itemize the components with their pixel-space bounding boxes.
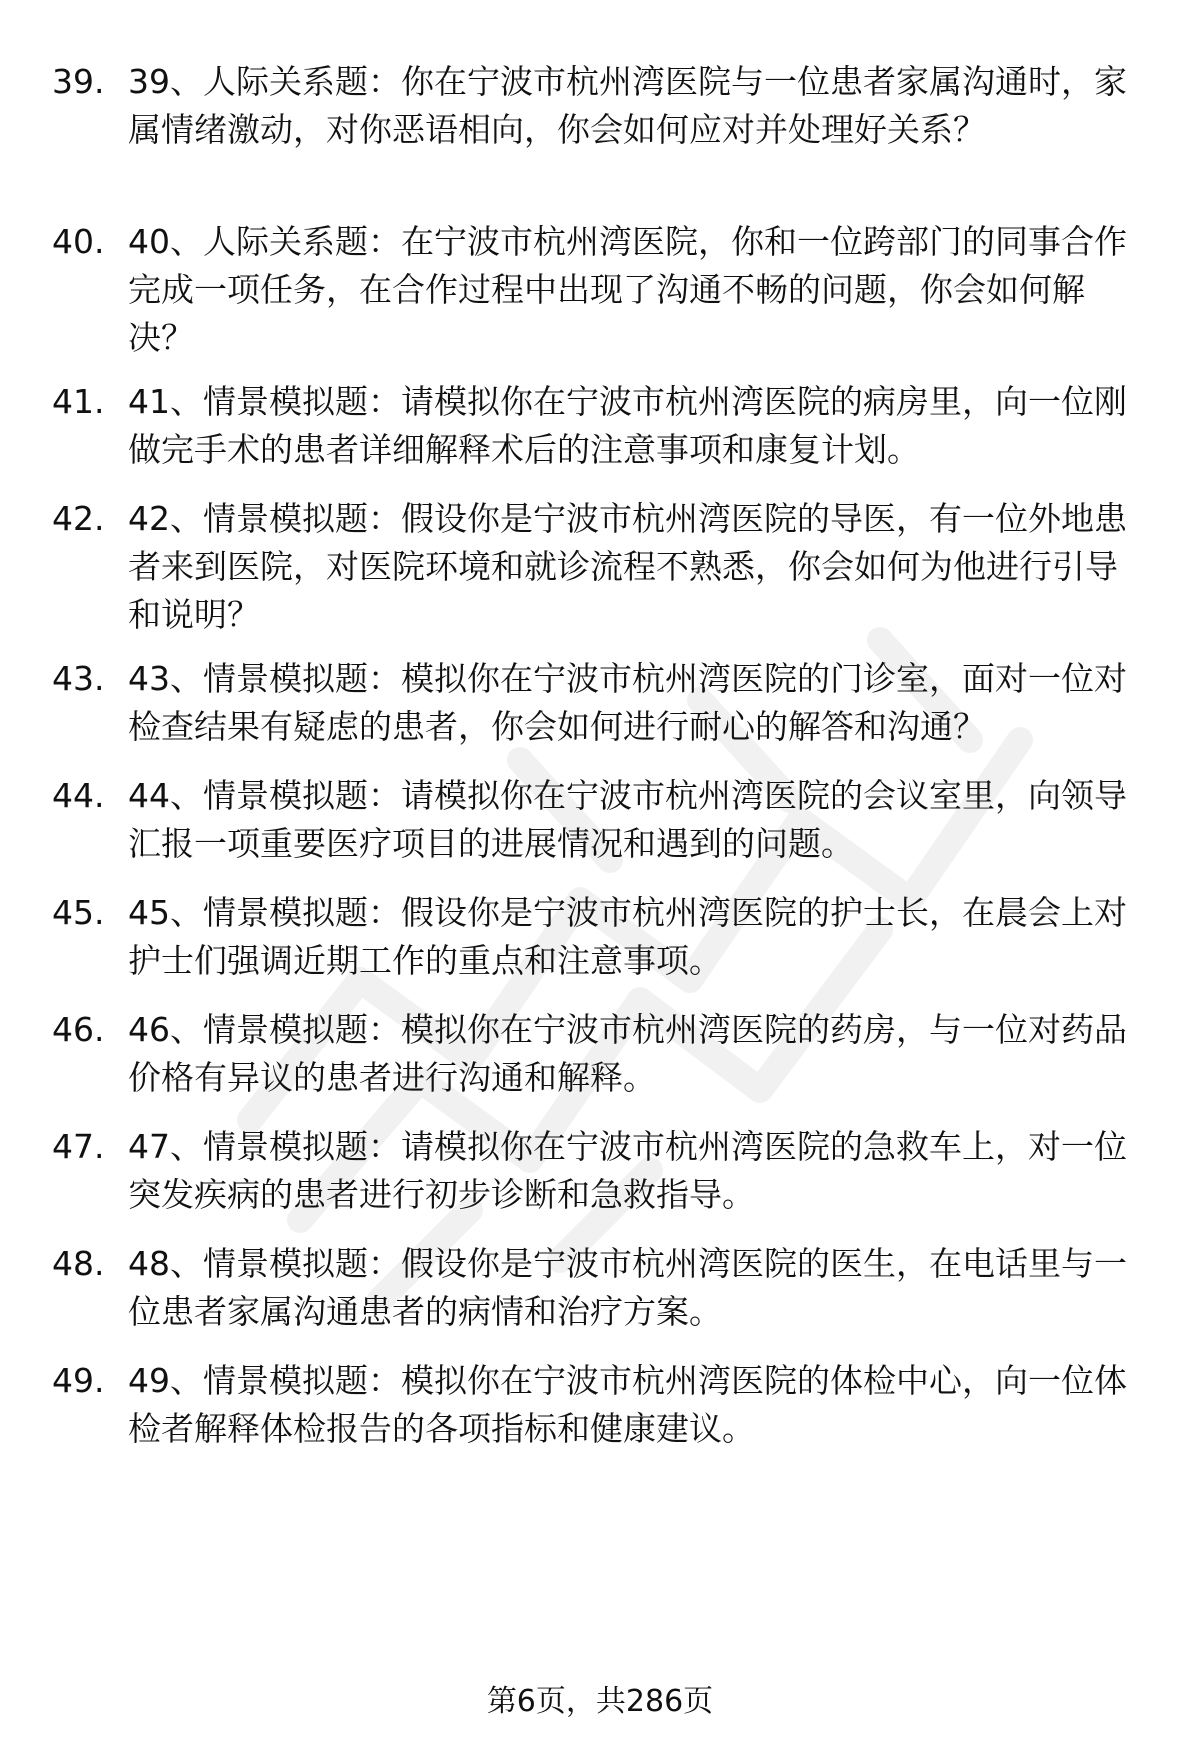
question-text: 43、情景模拟题：模拟你在宁波市杭州湾医院的门诊室，面对一位对检查结果有疑虑的患者，你会如何进行耐心的解答和沟通？ [128,659,1127,746]
question-text: 49、情景模拟题：模拟你在宁波市杭州湾医院的体检中心，向一位体检者解释体检报告的各项指标和健康建议。 [128,1361,1127,1448]
question-number: 39. [52,62,105,101]
question-text: 45、情景模拟题：假设你是宁波市杭州湾医院的护士长，在晨会上对护士们强调近期工作的重点和注意事项。 [128,893,1127,980]
question-number: 48. [52,1244,105,1283]
question-text: 48、情景模拟题：假设你是宁波市杭州湾医院的医生，在电话里与一位患者家属沟通患者的病情和治疗方案。 [128,1244,1127,1331]
question-number: 40. [52,222,105,261]
question-text: 47、情景模拟题：请模拟你在宁波市杭州湾医院的急救车上，对一位突发疾病的患者进行初步诊断和急救指导。 [128,1127,1127,1214]
page-footer: 第6页，共286页 [486,1684,714,1719]
question-text: 44、情景模拟题：请模拟你在宁波市杭州湾医院的会议室里，向领导汇报一项重要医疗项目的进展情况和遇到的问题。 [128,776,1127,863]
question-text: 39、人际关系题：你在宁波市杭州湾医院与一位患者家属沟通时，家属情绪激动，对你恶语相向，你会如何应对并处理好关系？ [128,62,1127,149]
question-number: 45. [52,893,105,932]
question-number: 41. [52,382,105,421]
question-text: 46、情景模拟题：模拟你在宁波市杭州湾医院的药房，与一位对药品价格有异议的患者进行沟通和解释。 [128,1010,1127,1097]
question-number: 44. [52,776,105,815]
question-number: 42. [52,499,105,538]
question-number: 47. [52,1127,105,1166]
question-number: 49. [52,1361,105,1400]
question-text: 40、人际关系题：在宁波市杭州湾医院，你和一位跨部门的同事合作完成一项任务，在合作过程中出现了沟通不畅的问题，你会如何解决？ [128,222,1127,357]
question-text: 42、情景模拟题：假设你是宁波市杭州湾医院的导医，有一位外地患者来到医院，对医院环境和就诊流程不熟悉，你会如何为他进行引导和说明？ [128,499,1127,634]
question-number: 43. [52,659,105,698]
question-number: 46. [52,1010,105,1049]
question-text: 41、情景模拟题：请模拟你在宁波市杭州湾医院的病房里，向一位刚做完手术的患者详细解释术后的注意事项和康复计划。 [128,382,1127,469]
